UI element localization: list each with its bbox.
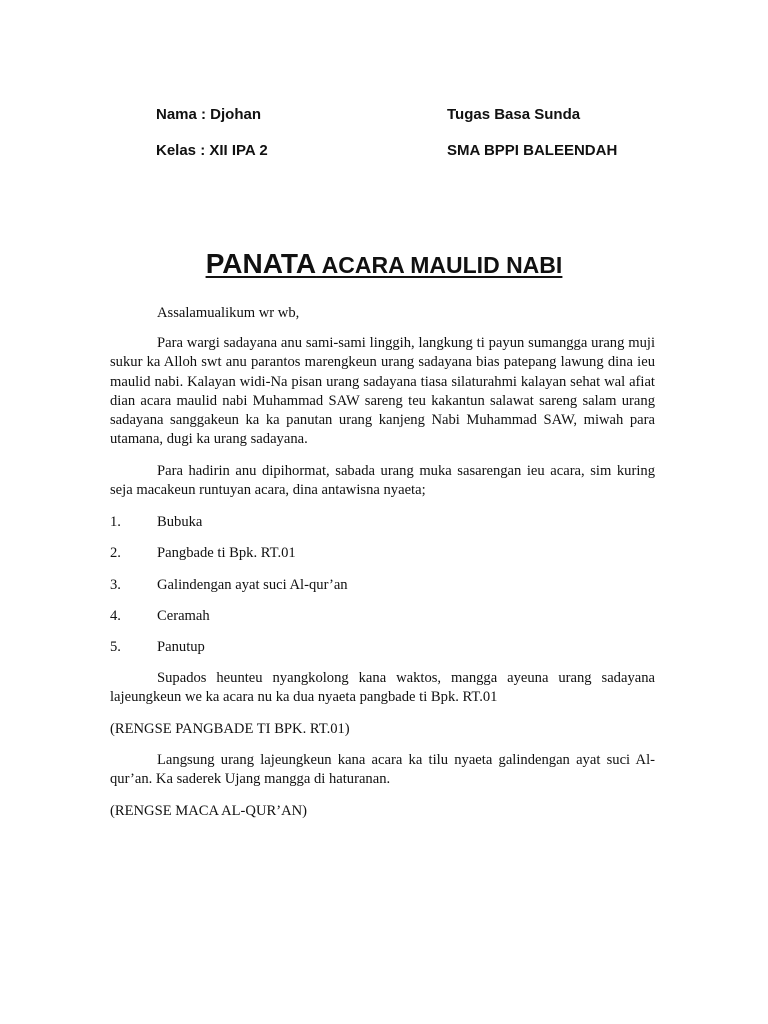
list-item-number: 4. [110,608,121,624]
list-item-number: 1. [110,514,121,530]
paragraph-opening: Para wargi sadayana anu sami-sami linggih, langkung ti payun sumangga urang muji sukur ka Alloh swt anu parantos marengkeun urang sadayana bias patepang lawung dina ieu maulid nabi. Kalayan widi-Na pisan urang sadayana tiasa silaturahmi kalayan sehat wal afiat dian acara maulid nabi Muhammad SAW sareng teu kakantun salawat sareng salam urang sadayana sanggakeun ka ka panutan urang kanjeng Nabi Muhammad SAW, miwah para utamana, dugi ka urang sadayana. [110,335,655,448]
stage-note-quran: (RENGSE MACA AL-QUR’AN) [110,803,308,819]
assignment-title: Tugas Basa Sunda [447,106,581,123]
list-item-number: 3. [110,577,121,593]
document-title [0,248,768,280]
list-item-text: Pangbade ti Bpk. RT.01 [157,545,296,561]
list-item-text: Ceramah [157,608,210,624]
student-class: Kelas : XII IPA 2 [156,142,268,159]
list-item-text: Panutup [157,639,205,655]
student-name: Nama : Djohan [156,106,262,123]
title-rest: ACARA MAULID NABI [316,252,563,278]
list-item-text: Bubuka [157,514,203,530]
list-item-number: 2. [110,545,121,561]
greeting: Assalamualikum wr wb, [157,305,300,321]
paragraph-second-agenda: Supados heunteu nyangkolong kana waktos, mangga ayeuna urang sadayana lajeungkeun we ka acara nu ka dua nyaeta pangbade ti Bpk. RT.01 [110,670,655,706]
paragraph-agenda-intro: Para hadirin anu dipihormat, sabada urang muka sasarengan ieu acara, sim kuring seja macakeun runtuyan acara, dina antawisna nyaeta; [110,463,655,499]
school-name: SMA BPPI BALEENDAH [447,142,618,159]
list-item-number: 5. [110,639,121,655]
list-item-text: Galindengan ayat suci Al-qur’an [157,577,348,593]
title-first-word: PANATA [205,248,317,279]
paragraph-third-agenda: Langsung urang lajeungkeun kana acara ka tilu nyaeta galindengan ayat suci Al-qur’an. Ka saderek Ujang mangga di haturanan. [110,752,655,788]
stage-note-pangbade: (RENGSE PANGBADE TI BPK. RT.01) [110,721,350,737]
